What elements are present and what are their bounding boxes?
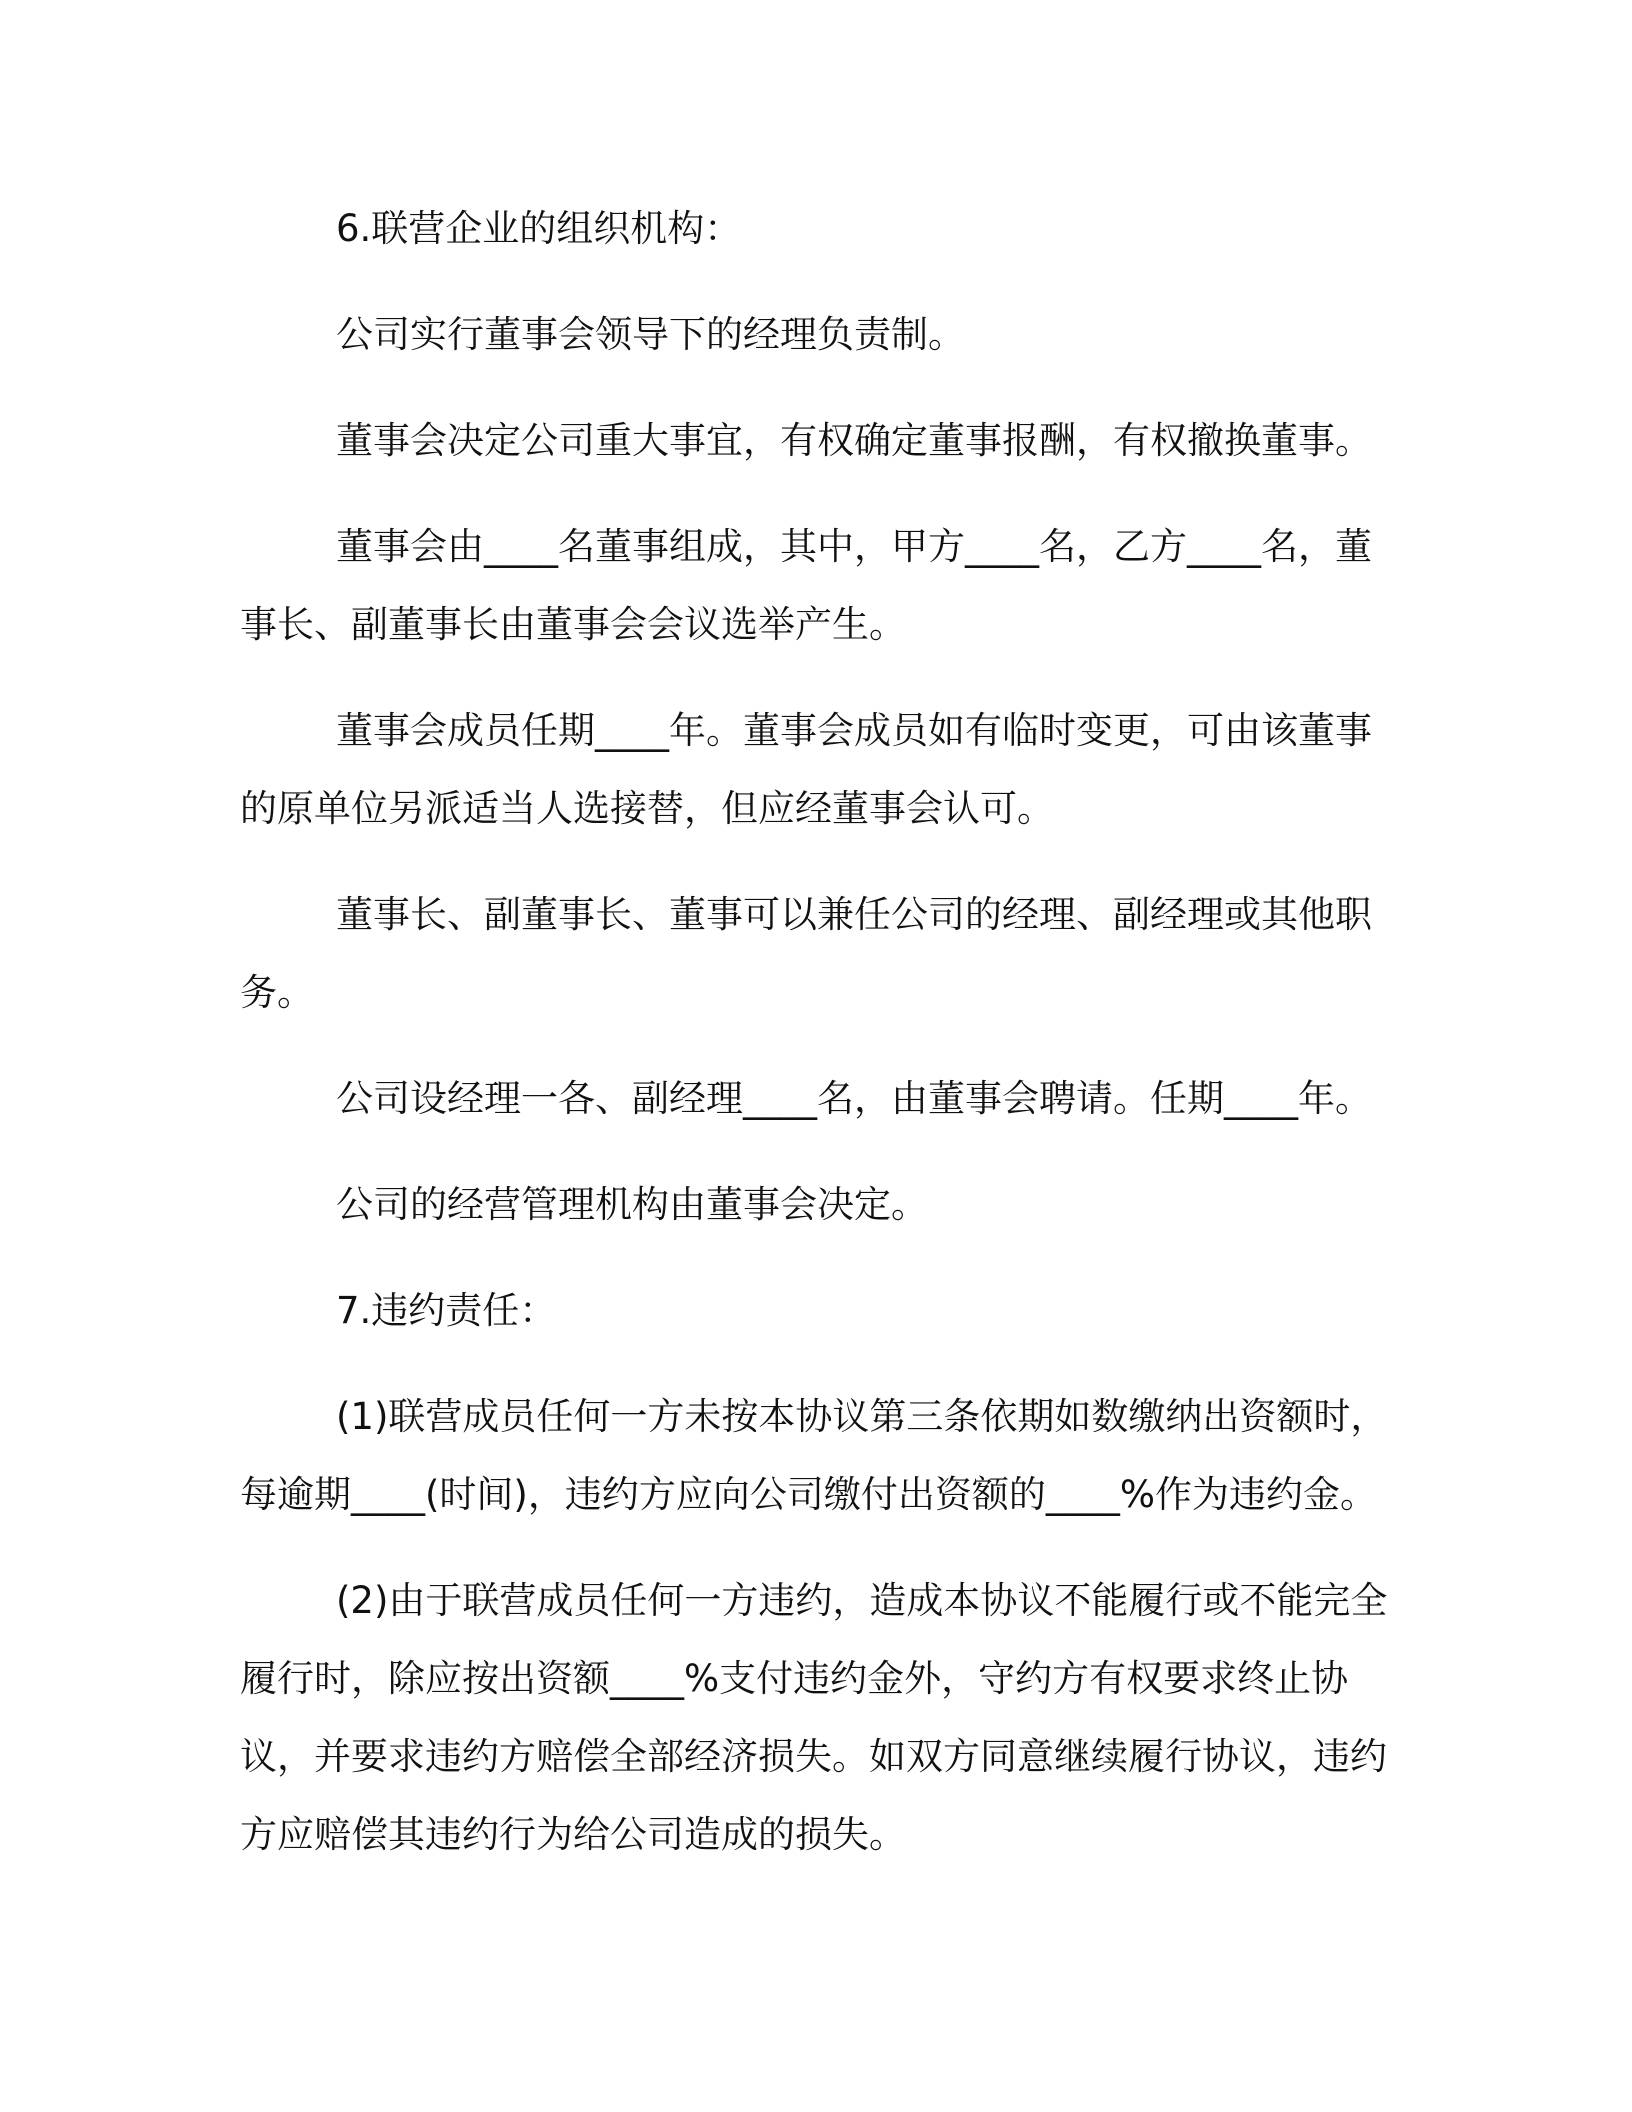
section-heading-organization: 6.联营企业的组织机构： — [336, 207, 742, 250]
paragraph-manager-appointment: 公司设经理一各、副经理____名，由董事会聘请。任期____年。 — [336, 1077, 1372, 1120]
paragraph-concurrent-posts: 董事长、副董事长、董事可以兼任公司的经理、副经理或其他职务。 — [240, 893, 1372, 1014]
paragraph-board-composition: 董事会由____名董事组成，其中，甲方____名，乙方____名，董事长、副董事长由董事会会议选举产生。 — [240, 525, 1372, 646]
paragraph-board-term: 董事会成员任期____年。董事会成员如有临时变更，可由该董事的原单位另派适当人选接替，但应经董事会认可。 — [240, 709, 1372, 830]
paragraph-manager-responsibility: 公司实行董事会领导下的经理负责制。 — [336, 313, 965, 356]
paragraph-late-payment-penalty: (1)联营成员任何一方未按本协议第三条依期如数缴纳出资额时，每逾期____(时间)，违约方应向公司缴付出资额的____%作为违约金。 — [240, 1395, 1388, 1516]
paragraph-management-structure: 公司的经营管理机构由董事会决定。 — [336, 1183, 928, 1226]
section-heading-liability: 7.违约责任： — [336, 1289, 557, 1332]
paragraph-breach-compensation: (2)由于联营成员任何一方违约，造成本协议不能履行或不能完全履行时，除应按出资额____%支付违约金外，守约方有权要求终止协议，并要求违约方赔偿全部经济损失。如双方同意继续履行协议，违约方应赔偿其违约行为给公司造成的损失。 — [240, 1579, 1388, 1856]
paragraph-board-powers: 董事会决定公司重大事宜，有权确定董事报酬，有权撤换董事。 — [336, 419, 1372, 462]
document-body — [240, 190, 1400, 1874]
